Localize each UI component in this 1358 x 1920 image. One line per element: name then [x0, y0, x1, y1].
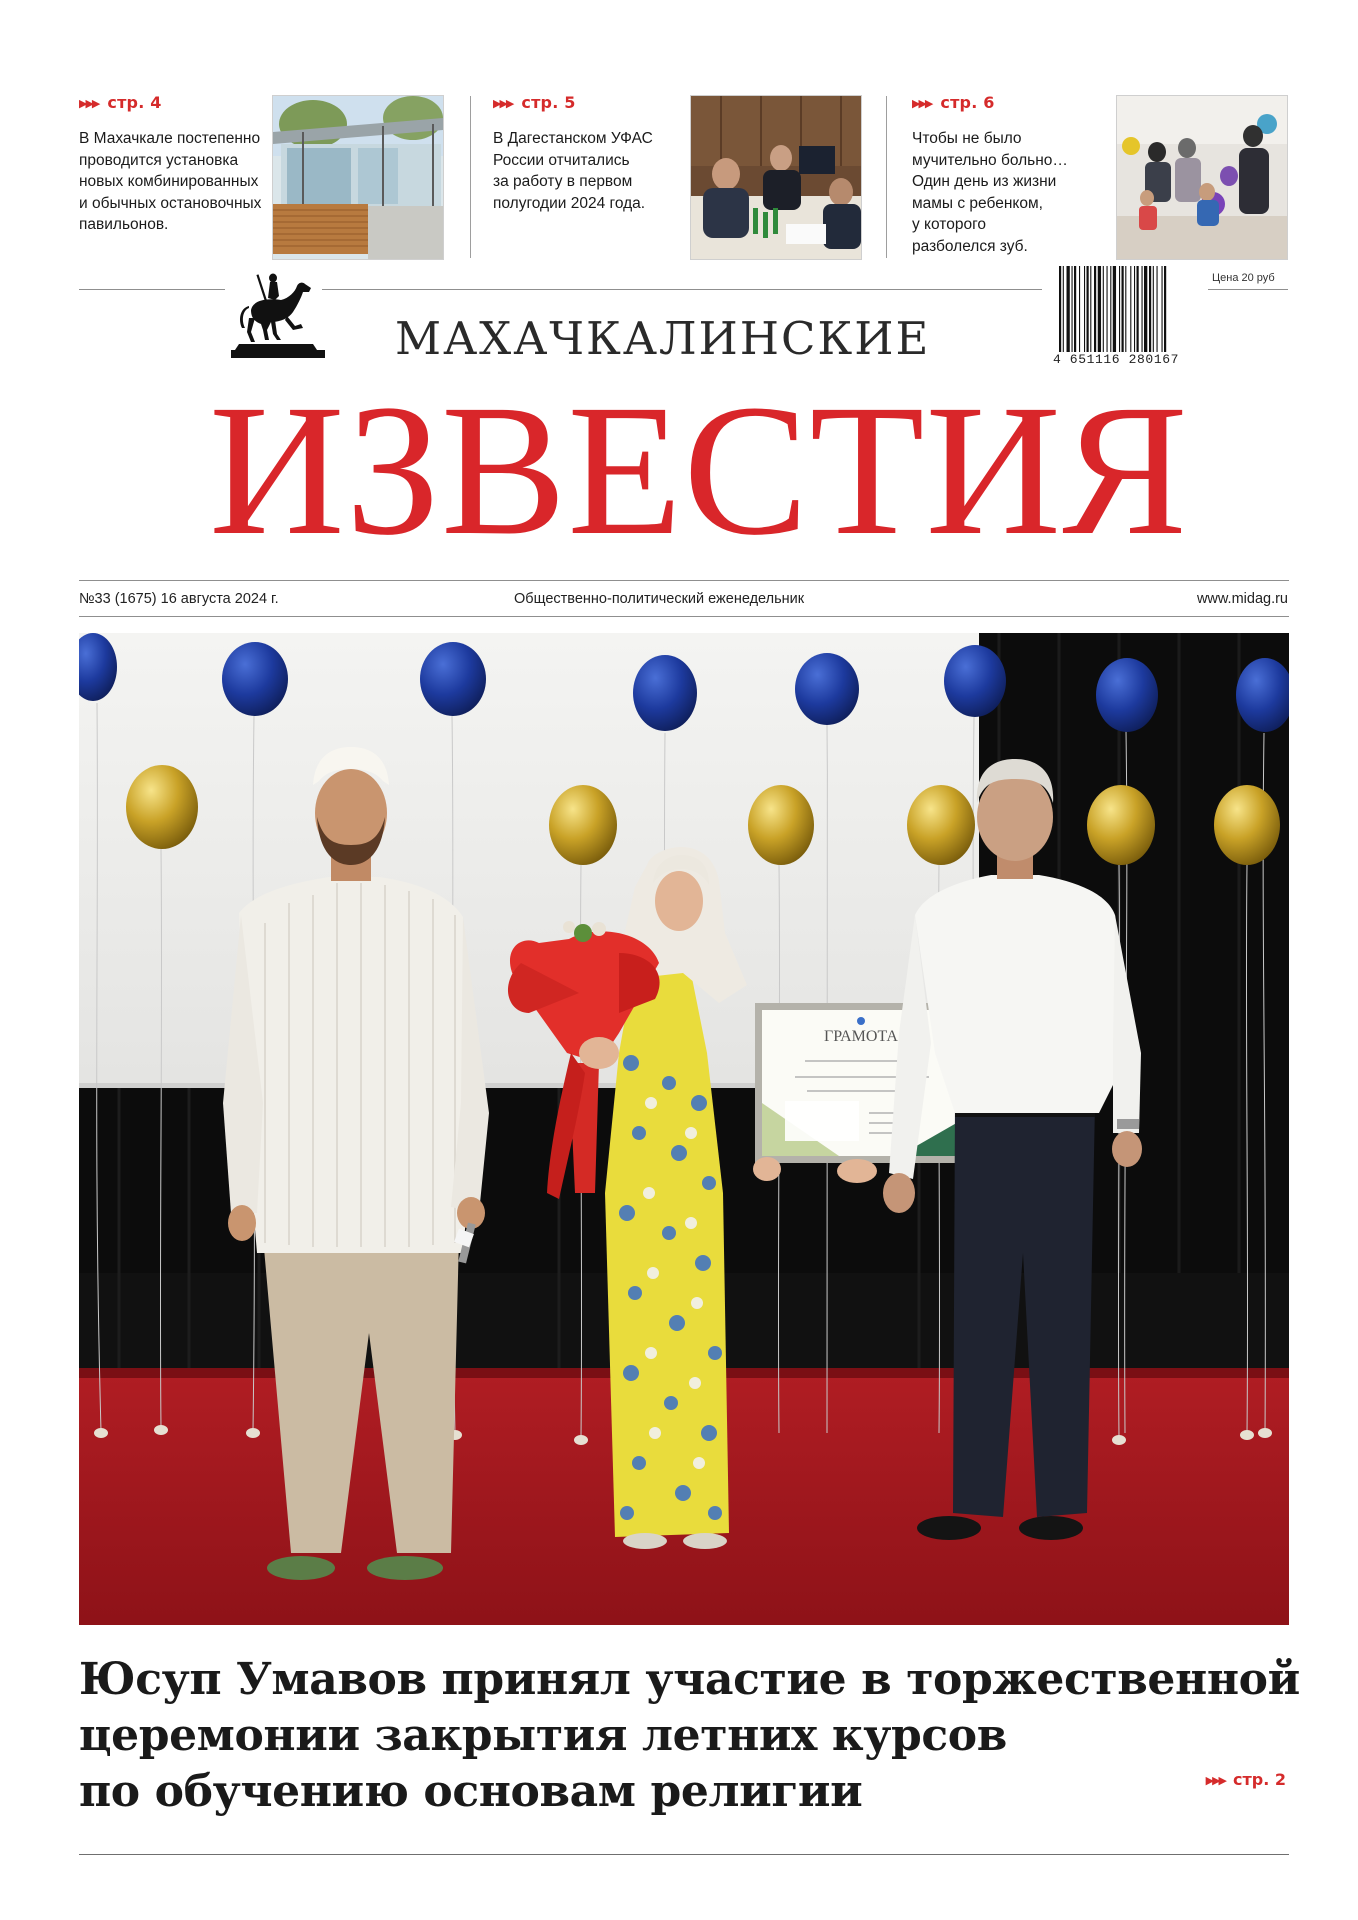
triple-arrow-icon: ▶▶▶ — [912, 97, 932, 110]
price-label: Цена 20 руб — [1212, 272, 1275, 284]
barcode-icon — [1057, 266, 1203, 356]
barcode-number: 4 651116 280167 — [1053, 352, 1180, 367]
bottom-rule — [79, 1854, 1289, 1855]
info-rule-bottom — [79, 616, 1289, 617]
masthead-rule-right — [1208, 289, 1288, 290]
lead-headline[interactable]: Юсуп Умавов принял участие в торжественной церемонии закрытия летних курсов по обучению основам религии — [79, 1654, 1300, 1817]
triple-arrow-icon: ▶▶▶ — [79, 97, 99, 110]
lead-page-link[interactable]: ▶▶▶ стр. 2 — [1205, 1770, 1286, 1789]
issue-number-date: №33 (1675) 16 августа 2024 г. — [79, 591, 279, 607]
triple-arrow-icon: ▶▶▶ — [1205, 1774, 1225, 1787]
masthead-subtitle: МАХАЧКАЛИНСКИЕ — [395, 312, 931, 365]
certificate-title: ГРАМОТА — [824, 1028, 898, 1045]
teaser-3-text: Чтобы не было мучительно больно… Один день из жизни мамы с ребенком, у которого разболелся зуб. — [912, 130, 1068, 255]
teaser-2-page-link[interactable]: ▶▶▶ стр. 5 — [493, 93, 576, 112]
teaser-1-photo[interactable] — [272, 95, 444, 260]
teaser-3-page-link[interactable]: ▶▶▶ стр. 6 — [912, 93, 995, 112]
teaser-separator — [470, 96, 471, 258]
main-photo[interactable] — [79, 633, 1289, 1625]
teaser-1-page-link[interactable]: ▶▶▶ стр. 4 — [79, 93, 162, 112]
horseman-monument-logo-icon — [231, 270, 327, 366]
teaser-3-photo[interactable] — [1116, 95, 1288, 260]
masthead-rule-middle — [322, 289, 1042, 290]
publication-type: Общественно-политический еженедельник — [514, 591, 805, 607]
teaser-2-photo[interactable] — [690, 95, 862, 260]
triple-arrow-icon: ▶▶▶ — [493, 97, 513, 110]
teaser-separator — [886, 96, 887, 258]
masthead-rule-left — [79, 289, 225, 290]
info-rule-top — [79, 580, 1289, 581]
teaser-1-text: В Махачкале постепенно проводится установка новых комбинированных и обычных остановочных павильонов. — [79, 130, 262, 233]
website-link[interactable]: www.midag.ru — [1196, 591, 1288, 607]
masthead-title: ИЗВЕСТИЯ — [209, 365, 1189, 574]
teaser-2-text: В Дагестанском УФАС России отчитались за работу в первом полугодии 2024 года. — [493, 130, 653, 212]
